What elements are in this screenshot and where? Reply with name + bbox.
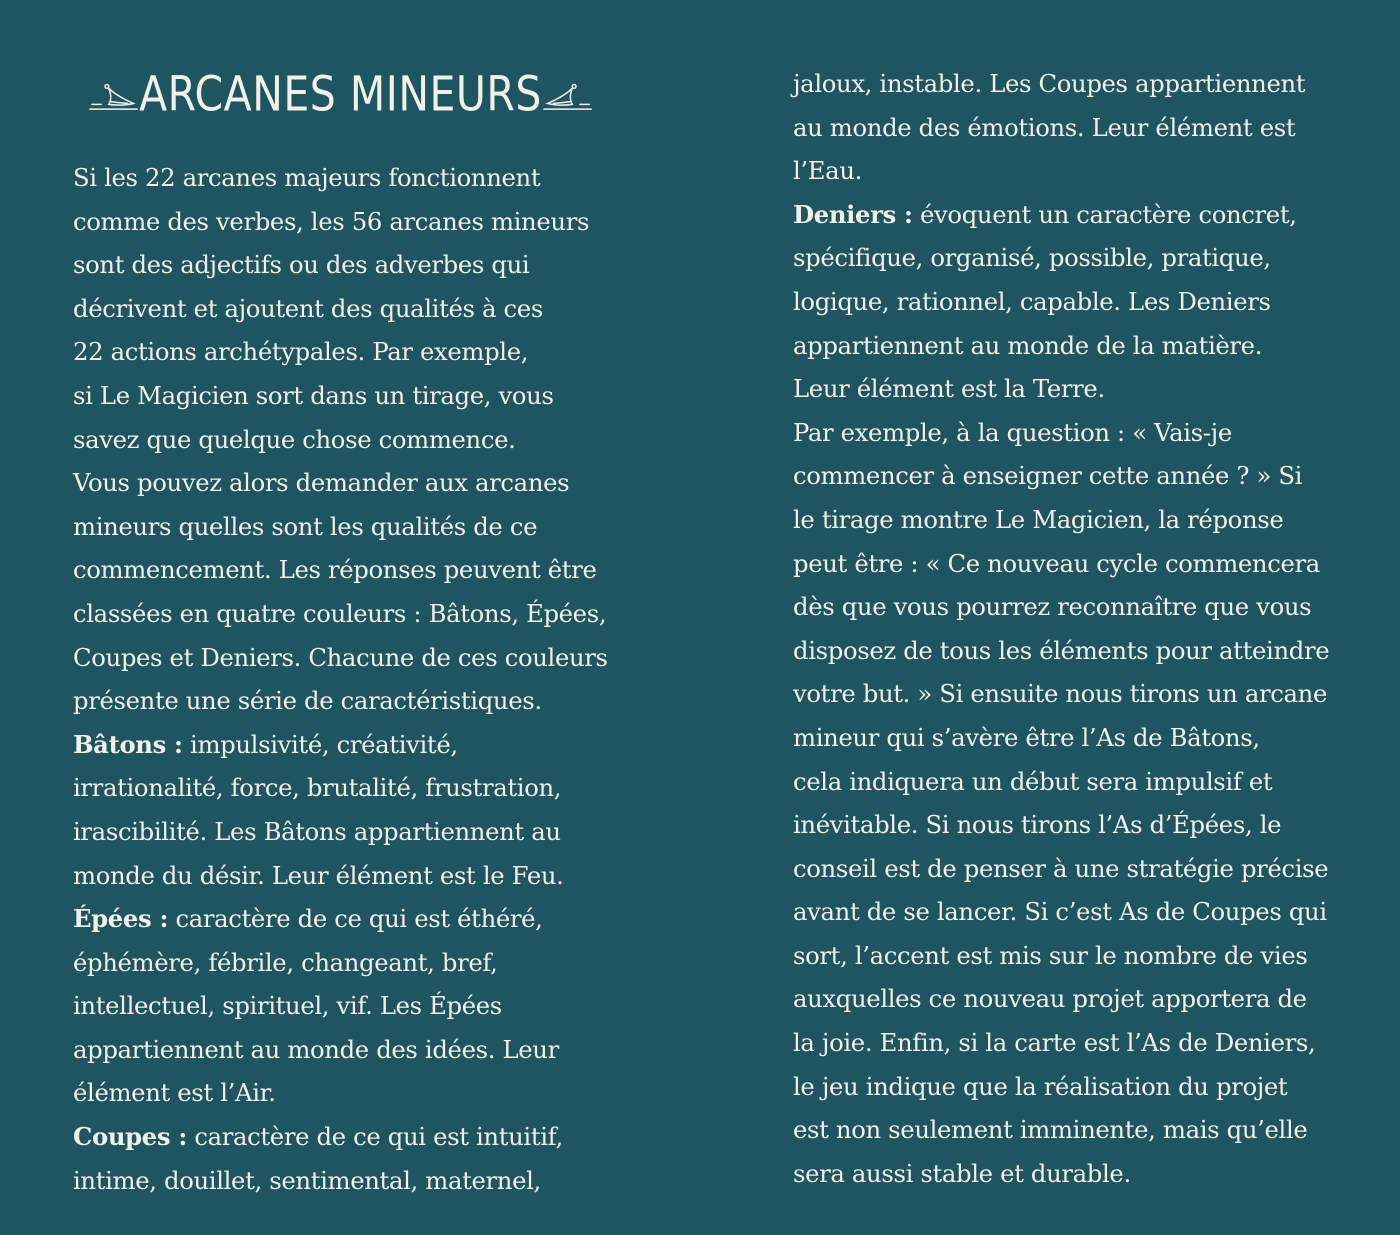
text-line	[73, 330, 608, 374]
text-line	[73, 548, 608, 592]
text-line	[793, 629, 1329, 673]
line-text: la joie. Enfin, si la carte est l’As de Deniers,	[793, 1028, 1316, 1058]
line-text: irascibilité. Les Bâtons appartiennent au	[73, 816, 561, 846]
line-text: le jeu indique que la réalisation du projet	[793, 1071, 1288, 1101]
text-line	[73, 810, 608, 854]
text-line	[793, 280, 1329, 324]
text-line	[793, 890, 1329, 934]
line-text: Leur élément est la Terre.	[793, 374, 1105, 404]
line-text: irrationalité, force, brutalité, frustration,	[73, 773, 562, 803]
text-line	[73, 984, 608, 1028]
line-text: auxquelles ce nouveau projet apportera de	[793, 984, 1307, 1014]
text-line	[73, 636, 608, 680]
line-text: est non seulement imminente, mais qu’elle	[793, 1115, 1308, 1145]
text-line	[73, 418, 608, 462]
text-line	[73, 897, 608, 941]
text-line	[73, 200, 608, 244]
text-line	[793, 542, 1329, 586]
text-line	[73, 679, 608, 723]
line-text: conseil est de penser à une stratégie précise	[793, 853, 1329, 883]
text-line	[793, 498, 1329, 542]
line-text: si Le Magicien sort dans un tirage, vous	[73, 380, 554, 410]
text-line	[793, 803, 1329, 847]
line-text: cela indiquera un début sera impulsif et	[793, 766, 1273, 796]
suit-term: Bâtons :	[73, 729, 183, 759]
suit-term: Coupes :	[73, 1122, 187, 1152]
text-line	[73, 1071, 608, 1115]
line-text: commencer à enseigner cette année ? » Si	[793, 461, 1303, 491]
line-text: évoquent un caractère concret,	[912, 199, 1297, 229]
text-line	[793, 324, 1329, 368]
line-text: caractère de ce qui est intuitif,	[186, 1122, 563, 1152]
line-text: appartiennent au monde des idées. Leur	[73, 1034, 559, 1064]
line-text: sera aussi stable et durable.	[793, 1158, 1131, 1188]
line-text: comme des verbes, les 56 arcanes mineurs	[73, 206, 590, 236]
text-line	[73, 156, 608, 200]
line-text: éphémère, fébrile, changeant, bref,	[73, 947, 498, 977]
line-text: logique, rationnel, capable. Les Deniers	[793, 286, 1271, 316]
line-text: sont des adjectifs ou des adverbes qui	[73, 250, 530, 280]
page-header	[88, 62, 593, 126]
line-text: commencement. Les réponses peuvent être	[73, 555, 597, 585]
line-text: Par exemple, à la question : « Vais-je	[793, 417, 1232, 447]
line-text: intime, douillet, sentimental, maternel,	[73, 1165, 541, 1195]
line-text: Si les 22 arcanes majeurs fonctionnent	[73, 163, 541, 192]
text-line	[793, 847, 1329, 891]
line-text: dès que vous pourrez reconnaître que vous	[793, 592, 1312, 622]
text-line	[793, 411, 1329, 455]
line-text: présente une série de caractéristiques.	[73, 686, 542, 716]
line-text: appartiennent au monde de la matière.	[793, 330, 1263, 360]
right-text-column	[793, 62, 1329, 1195]
left-text-column	[73, 156, 608, 1202]
line-text: mineur qui s’avère être l’As de Bâtons,	[793, 722, 1260, 752]
line-text: monde du désir. Leur élément est le Feu.	[73, 860, 564, 890]
line-text: caractère de ce qui est éthéré,	[168, 904, 543, 934]
text-line	[73, 287, 608, 331]
line-text: au monde des émotions. Leur élément est	[793, 112, 1296, 142]
text-line	[73, 374, 608, 418]
line-text: savez que quelque chose commence.	[73, 424, 516, 454]
text-line	[793, 716, 1329, 760]
text-line	[793, 1021, 1329, 1065]
text-line	[793, 454, 1329, 498]
line-text: 22 actions archétypales. Par exemple,	[73, 337, 529, 367]
text-line	[73, 1115, 608, 1159]
line-text: l’Eau.	[793, 156, 862, 186]
text-line	[73, 1159, 608, 1203]
line-text: inévitable. Si nous tirons l’As d’Épées, le	[793, 810, 1282, 840]
line-text: décrivent et ajoutent des qualités à ces	[73, 293, 543, 323]
line-text: peut être : « Ce nouveau cycle commencera	[793, 548, 1320, 578]
page-title: ARCANES MINEURS	[139, 65, 542, 123]
text-line	[73, 461, 608, 505]
text-line	[793, 672, 1329, 716]
text-line	[73, 592, 608, 636]
text-line	[793, 934, 1329, 978]
line-text: disposez de tous les éléments pour atteindre	[793, 635, 1330, 665]
line-text: le tirage montre Le Magicien, la réponse	[793, 504, 1284, 534]
line-text: mineurs quelles sont les qualités de ce	[73, 511, 538, 541]
suit-term: Épées :	[73, 904, 169, 934]
text-line	[73, 766, 608, 810]
text-line	[793, 1152, 1329, 1196]
line-text: spécifique, organisé, possible, pratique,	[793, 243, 1271, 273]
text-line	[73, 505, 608, 549]
text-line	[73, 243, 608, 287]
line-text: élément est l’Air.	[73, 1078, 276, 1108]
line-text: avant de se lancer. Si c’est As de Coupes qui	[793, 897, 1327, 927]
left-ornament-icon	[88, 74, 139, 114]
text-line	[793, 1065, 1329, 1109]
text-line	[73, 1028, 608, 1072]
text-line	[73, 854, 608, 898]
line-text: Coupes et Deniers. Chacune de ces couleurs	[73, 642, 608, 672]
line-text: votre but. » Si ensuite nous tirons un arcane	[793, 679, 1327, 709]
text-line	[793, 760, 1329, 804]
text-line	[793, 585, 1329, 629]
line-text: classées en quatre couleurs : Bâtons, Épées,	[73, 598, 607, 628]
text-line	[793, 977, 1329, 1021]
line-text: impulsivité, créativité,	[182, 729, 458, 759]
line-text: jaloux, instable. Les Coupes appartiennent	[793, 69, 1306, 98]
line-text: intellectuel, spirituel, vif. Les Épées	[73, 991, 502, 1021]
text-line	[793, 106, 1329, 150]
text-line	[793, 62, 1329, 106]
line-text: sort, l’accent est mis sur le nombre de vies	[793, 940, 1308, 970]
text-line	[793, 193, 1329, 237]
text-line	[793, 149, 1329, 193]
text-line	[793, 367, 1329, 411]
text-line	[73, 723, 608, 767]
text-line	[73, 941, 608, 985]
right-ornament-icon	[542, 74, 593, 114]
suit-term: Deniers :	[793, 199, 913, 229]
line-text: Vous pouvez alors demander aux arcanes	[73, 468, 570, 498]
text-line	[793, 236, 1329, 280]
text-line	[793, 1108, 1329, 1152]
